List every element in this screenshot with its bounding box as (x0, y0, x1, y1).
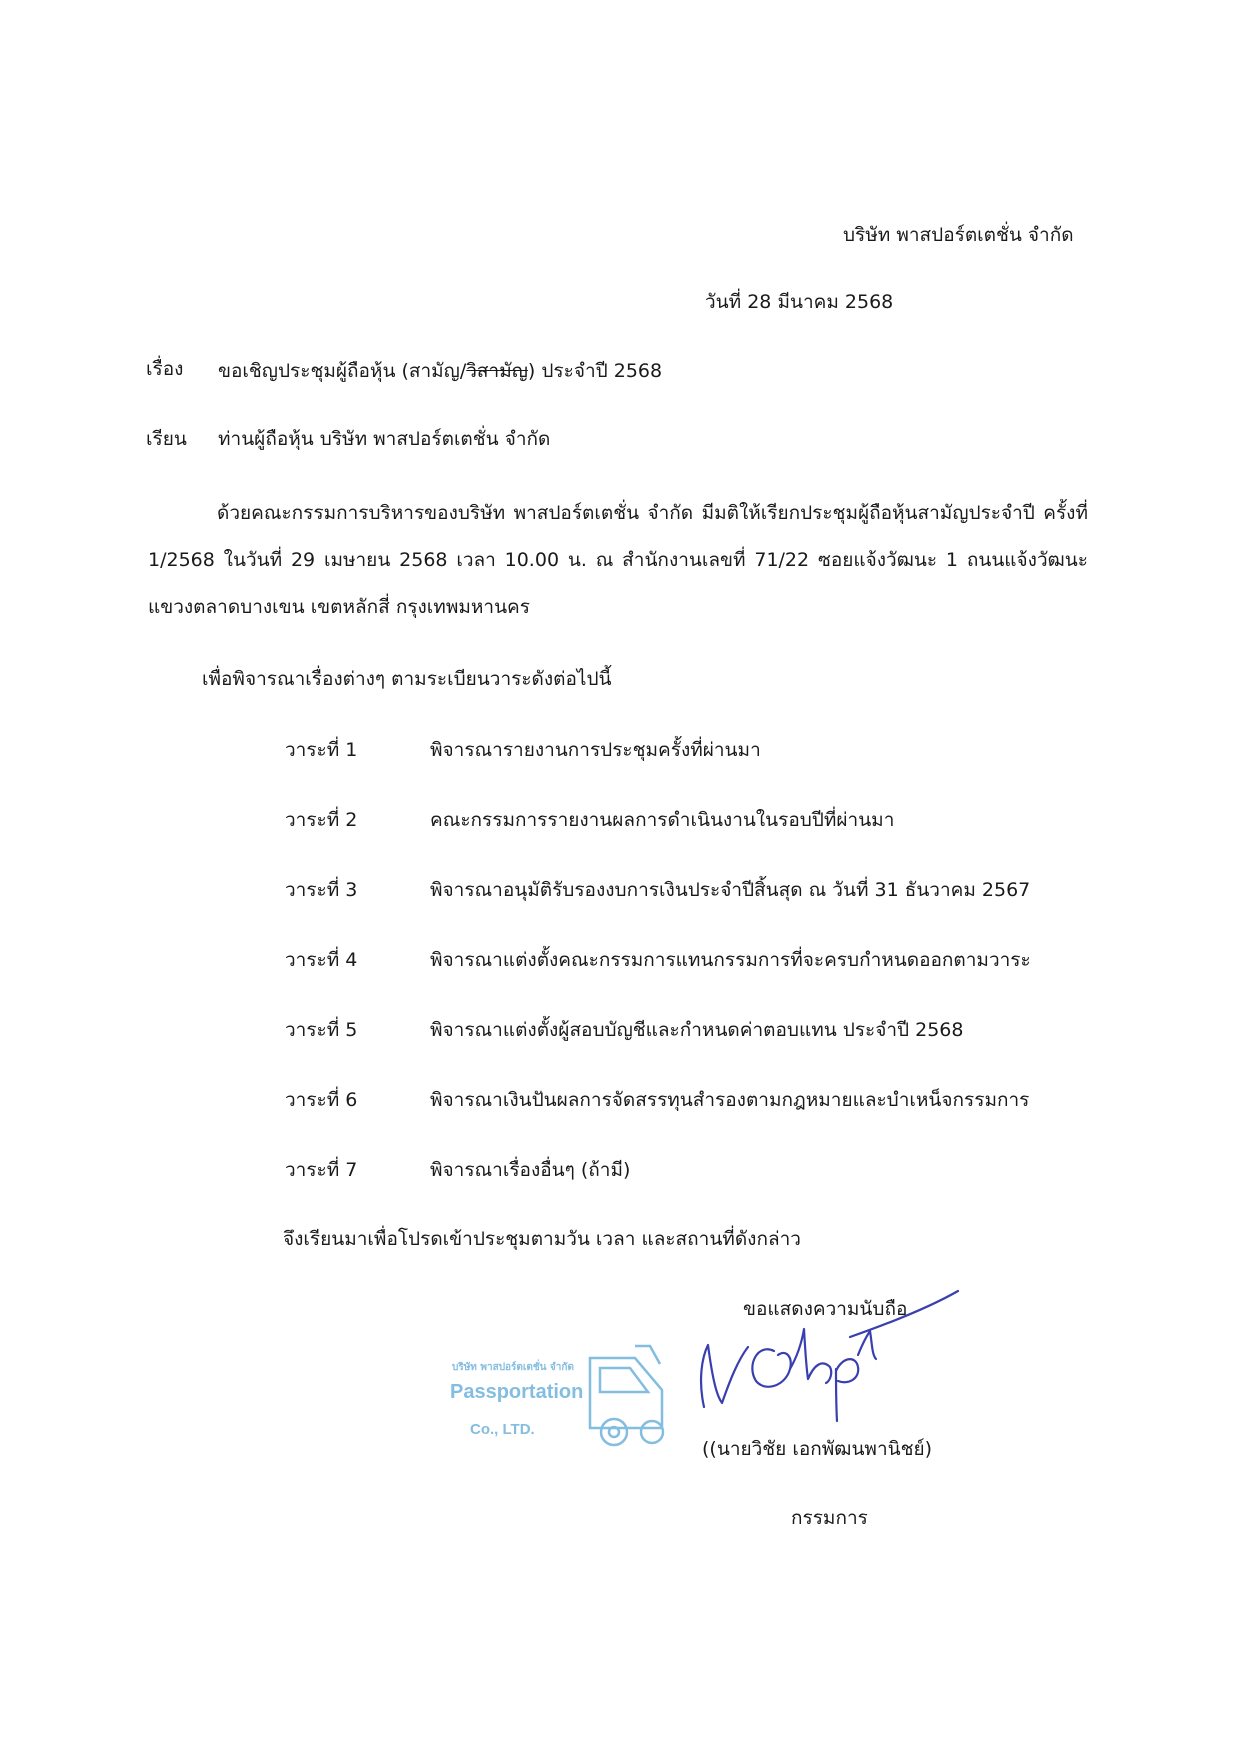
signature (690, 1285, 970, 1435)
signer-title: กรรมการ (791, 1507, 868, 1529)
stamp-brand: Passportation (450, 1381, 584, 1403)
agenda-text: พิจารณาเงินปันผลการจัดสรรทุนสำรองตามกฎหมายและบำเหน็จกรรมการ (430, 1089, 1030, 1111)
agenda-intro: เพื่อพิจารณาเรื่องต่างๆ ตามระเบียนวาระดังต่อไปนี้ (202, 668, 612, 690)
agenda-text: พิจารณารายงานการประชุมครั้งที่ผ่านมา (430, 739, 761, 761)
company-header: บริษัท พาสปอร์ตเตชั่น จำกัด (843, 224, 1074, 246)
subject-text (218, 362, 662, 381)
agenda-text: พิจารณาแต่งตั้งคณะกรรมการแทนกรรมการที่จะครบกำหนดออกตามวาระ (430, 949, 1031, 971)
stamp-thai-line: บริษัท พาสปอร์ตเตชั่น จำกัด (452, 1362, 574, 1373)
agenda-text: พิจารณาแต่งตั้งผู้สอบบัญชีและกำหนดค่าตอบแทน ประจำปี 2568 (430, 1019, 964, 1041)
agenda-text: คณะกรรมการรายงานผลการดำเนินงานในรอบปีที่ผ่านมา (430, 809, 895, 831)
body-paragraph: ด้วยคณะกรรมการบริหารของบริษัท พาสปอร์ตเตชั่น จำกัด มีมติให้เรียกประชุมผู้ถือหุ้นสามัญประจำปี ครั้งที่ 1/2568 ในวันที่ 29 เมษายน 2568 เวลา 10.00 น. ณ สำนักงานเลขที่ 71/22 ซอยแจ้งวัฒนะ 1 ถนนแจ้งวัฒนะ แขวงตลาดบางเขน เขตหลักสี่ กรุงเทพมหานคร (148, 502, 1088, 618)
stamp-co-ltd: Co., LTD. (470, 1421, 535, 1438)
agenda-number: วาระที่ 4 (285, 949, 358, 971)
agenda-number: วาระที่ 1 (285, 739, 358, 761)
agenda-number: วาระที่ 2 (285, 809, 358, 831)
complimentary-close: ขอแสดงความนับถือ (743, 1298, 908, 1320)
subject-struck: วิสามัญ (466, 360, 528, 382)
signer-name: ((นายวิชัย เอกพัฒนพานิชย์) (702, 1438, 933, 1460)
date-line: วันที่ 28 มีนาคม 2568 (705, 291, 894, 313)
subject-post: ) ประจำปี 2568 (527, 360, 663, 382)
agenda-number: วาระที่ 3 (285, 879, 358, 901)
closing-sentence: จึงเรียนมาเพื่อโปรดเข้าประชุมตามวัน เวลา และสถานที่ดังกล่าว (283, 1228, 801, 1250)
subject-label: เรื่อง (146, 358, 184, 380)
subject-pre: ขอเชิญประชุมผู้ถือหุ้น (สามัญ/ (218, 360, 467, 382)
to-text: ท่านผู้ถือหุ้น บริษัท พาสปอร์ตเตชั่น จำกัด (218, 428, 551, 450)
agenda-number: วาระที่ 6 (285, 1089, 358, 1111)
company-stamp (440, 1340, 680, 1450)
agenda-text: พิจารณาเรื่องอื่นๆ (ถ้ามี) (430, 1159, 631, 1181)
agenda-number: วาระที่ 5 (285, 1019, 358, 1041)
to-label: เรียน (146, 428, 187, 450)
agenda-text: พิจารณาอนุมัติรับรองงบการเงินประจำปีสิ้นสุด ณ วันที่ 31 ธันวาคม 2567 (430, 879, 1031, 901)
agenda-number: วาระที่ 7 (285, 1159, 358, 1181)
